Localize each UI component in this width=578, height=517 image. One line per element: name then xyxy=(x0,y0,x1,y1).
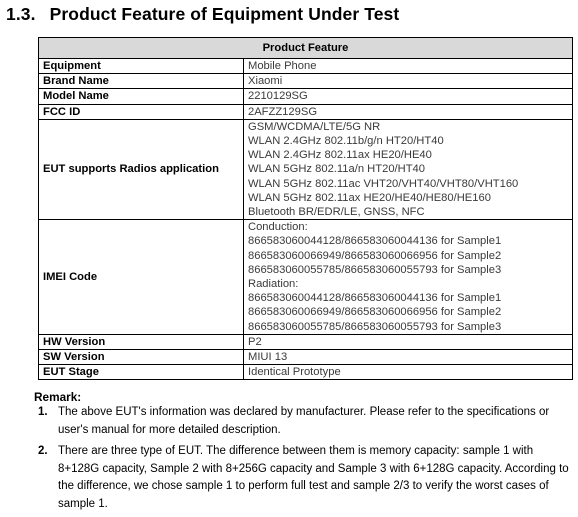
remark-text: The above EUT's information was declared by manufacturer. Please refer to the specifications or user's manual for more detailed description. xyxy=(58,406,550,436)
row-label: FCC ID xyxy=(39,104,244,119)
row-value-line: 2AFZZ129SG xyxy=(248,105,318,118)
row-value-line: WLAN 2.4GHz 802.11ax HE20/HE40 xyxy=(248,149,432,162)
remark-number: 1. xyxy=(38,406,48,418)
row-value-line: 866583060066949/866583060066956 for Sample2 xyxy=(248,249,502,262)
table-body xyxy=(39,59,573,380)
row-label: IMEI Code xyxy=(39,220,244,335)
row-label: Brand Name xyxy=(39,74,244,89)
table-row xyxy=(39,119,573,219)
row-value xyxy=(244,74,573,89)
row-value-line: GSM/WCDMA/LTE/5G NR xyxy=(248,120,381,133)
table-row xyxy=(39,89,573,104)
row-value-line: 866583060055785/866583060055793 for Sample3 xyxy=(248,320,502,333)
row-value-line: 866583060066949/866583060066956 for Sample2 xyxy=(248,306,502,319)
table-row xyxy=(39,59,573,74)
row-value xyxy=(244,220,573,335)
table-row xyxy=(39,104,573,119)
row-label: Equipment xyxy=(39,59,244,74)
row-value xyxy=(244,334,573,349)
table-row xyxy=(39,365,573,380)
row-label: SW Version xyxy=(39,350,244,365)
section-number: 1.3. xyxy=(6,4,36,24)
row-label: HW Version xyxy=(39,334,244,349)
remark-number: 2. xyxy=(38,445,48,457)
row-value-line: WLAN 2.4GHz 802.11b/g/n HT20/HT40 xyxy=(248,135,444,148)
table-row xyxy=(39,74,573,89)
row-value-line: Radiation: xyxy=(248,278,299,291)
remark-item xyxy=(34,443,574,513)
row-value xyxy=(244,104,573,119)
row-value-line: Mobile Phone xyxy=(248,60,317,72)
remark-text: There are three type of EUT. The difference between them is memory capacity: sample 1 with 8+128G capacity, Sample 2 with 8+256G capacity and Sample 3 with 6+128G capacity. According to the difference, we chose sample 1 to perform full test and sample 2/3 to verify the worst cases of sample 1. xyxy=(58,445,569,510)
row-value xyxy=(244,89,573,104)
remark-title: Remark: xyxy=(34,390,82,404)
product-feature-table xyxy=(38,37,573,380)
table-header: Product Feature xyxy=(39,38,573,59)
row-value-line: Conduction: xyxy=(248,221,308,234)
row-value-line: 866583060055785/866583060055793 for Sample3 xyxy=(248,263,502,276)
row-value-line: WLAN 5GHz 802.11a/n HT20/HT40 xyxy=(248,163,426,176)
row-value xyxy=(244,119,573,219)
row-value-line: Bluetooth BR/EDR/LE, GNSS, NFC xyxy=(248,206,425,219)
remark-item xyxy=(34,404,574,439)
row-value-line: WLAN 5GHz 802.11ac VHT20/VHT40/VHT80/VHT160 xyxy=(248,177,519,190)
row-value xyxy=(244,350,573,365)
section-title: Product Feature of Equipment Under Test xyxy=(49,4,400,24)
row-value-line: 866583060044128/866583060044136 for Sample1 xyxy=(248,235,502,248)
section-heading xyxy=(6,4,399,25)
row-value-line: WLAN 5GHz 802.11ax HE20/HE40/HE80/HE160 xyxy=(248,191,491,204)
row-value-line: 2210129SG xyxy=(248,90,308,103)
row-label: EUT Stage xyxy=(39,365,244,380)
row-value-line: Identical Prototype xyxy=(248,366,341,379)
table-row xyxy=(39,334,573,349)
row-value-line: Xiaomi xyxy=(248,75,283,88)
row-value-line: 866583060044128/866583060044136 for Sample1 xyxy=(248,292,502,305)
row-label: EUT supports Radios application xyxy=(39,119,244,219)
row-value-line: MIUI 13 xyxy=(248,351,288,364)
row-value-line: P2 xyxy=(248,335,262,348)
table-header-row xyxy=(39,38,573,59)
row-value xyxy=(244,365,573,380)
table-row xyxy=(39,220,573,335)
table-row xyxy=(39,350,573,365)
row-label: Model Name xyxy=(39,89,244,104)
row-value xyxy=(244,59,573,74)
remark-list xyxy=(34,404,574,517)
